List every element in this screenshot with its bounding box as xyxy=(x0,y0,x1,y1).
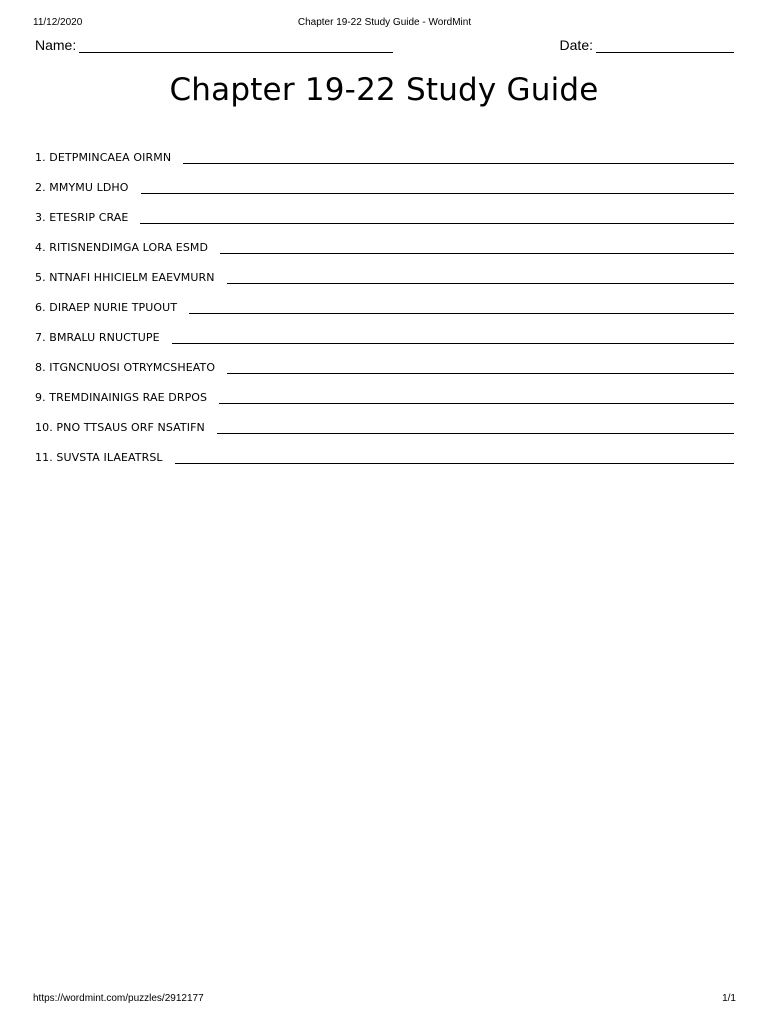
question-item xyxy=(35,138,734,168)
name-label: Name: xyxy=(35,37,77,53)
question-text: 2. MMYMU LDHO xyxy=(35,181,129,194)
name-date-row xyxy=(35,37,734,57)
date-blank-line xyxy=(596,38,734,53)
answer-line xyxy=(219,402,734,404)
page-number: 1/1 xyxy=(722,993,736,1004)
question-text: 3. ETESRIP CRAE xyxy=(35,211,129,224)
question-list xyxy=(35,138,734,468)
question-text: 8. ITGNCNUOSI OTRYMCSHEATO xyxy=(35,361,216,374)
answer-line xyxy=(172,342,734,344)
answer-line xyxy=(189,312,734,314)
answer-line xyxy=(183,162,734,164)
question-item xyxy=(35,168,734,198)
question-item xyxy=(35,288,734,318)
answer-line xyxy=(140,222,734,224)
question-text: 6. DIRAEP NURIE TPUOUT xyxy=(35,301,178,314)
question-text: 4. RITISNENDIMGA LORA ESMD xyxy=(35,241,209,254)
question-item xyxy=(35,348,734,378)
question-text: 1. DETPMINCAEA OIRMN xyxy=(35,151,172,164)
question-item xyxy=(35,408,734,438)
date-label: Date: xyxy=(559,37,593,53)
document-title: Chapter 19-22 Study Guide xyxy=(169,72,599,108)
answer-line xyxy=(175,462,734,464)
question-text: 11. SUVSTA ILAEATRSL xyxy=(35,451,163,464)
question-item xyxy=(35,258,734,288)
date-field xyxy=(560,37,734,53)
answer-line xyxy=(227,282,734,284)
name-field xyxy=(35,37,393,53)
question-item xyxy=(35,198,734,228)
answer-line xyxy=(220,252,734,254)
print-date: 11/12/2020 xyxy=(33,17,83,28)
print-page-title: Chapter 19-22 Study Guide - WordMint xyxy=(297,17,472,28)
answer-line xyxy=(217,432,734,434)
question-item xyxy=(35,228,734,258)
print-header xyxy=(33,17,736,31)
question-text: 5. NTNAFI HHICIELM EAEVMURN xyxy=(35,271,215,284)
question-text: 9. TREMDINAINIGS RAE DRPOS xyxy=(35,391,208,404)
question-text: 10. PNO TTSAUS ORF NSATIFN xyxy=(35,421,205,434)
answer-line xyxy=(141,192,734,194)
answer-line xyxy=(227,372,734,374)
print-footer xyxy=(33,993,736,1007)
question-item xyxy=(35,438,734,468)
question-item xyxy=(35,318,734,348)
question-item xyxy=(35,378,734,408)
question-text: 7. BMRALU RNUCTUPE xyxy=(35,331,160,344)
name-blank-line xyxy=(79,38,393,53)
print-url: https://wordmint.com/puzzles/2912177 xyxy=(33,993,204,1004)
